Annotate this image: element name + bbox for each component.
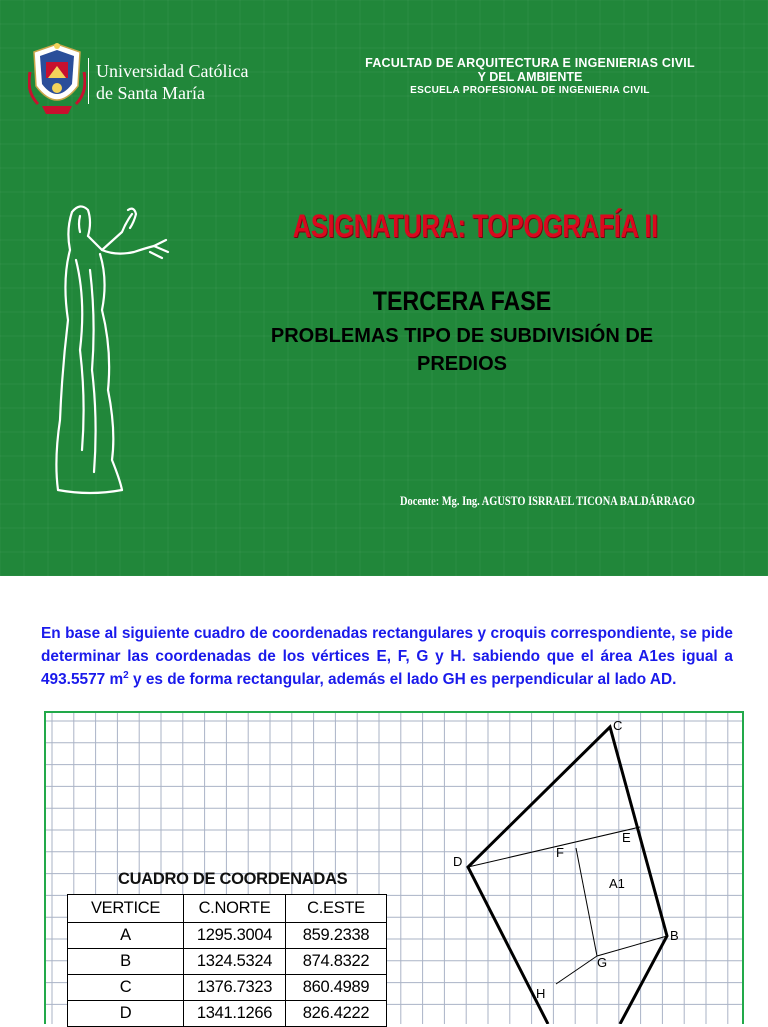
- faculty-line1: FACULTAD DE ARQUITECTURA E INGENIERIAS CIVIL: [365, 56, 695, 70]
- coordinates-table-title: CUADRO DE COORDENADAS: [118, 870, 348, 888]
- col-vertice-header: VERTICE: [68, 895, 184, 923]
- label-g: G: [597, 955, 608, 970]
- university-name-line1: Universidad Católica: [96, 61, 249, 81]
- east-cell: 860.4989: [286, 975, 387, 1001]
- faculty-line2: Y DEL AMBIENTE: [477, 70, 583, 84]
- problem-text-main: En base al siguiente cuadro de coordenadas rectangulares y croquis correspondiente, se pide determinar las coordenadas de los vértices E, F, G y H. sabiendo que el área A1es igual a 493.5577 m: [41, 625, 733, 688]
- school-name: ESCUELA PROFESIONAL DE INGENIERIA CIVIL: [410, 85, 650, 96]
- unit-exponent: 2: [123, 670, 129, 681]
- north-cell: 1295.3004: [184, 923, 286, 949]
- problem-text-end: y es de forma rectangular, además el lado GH es perpendicular al lado AD.: [128, 671, 677, 688]
- label-e: E: [622, 830, 631, 845]
- vertex-cell: A: [68, 923, 184, 949]
- label-h: H: [536, 986, 546, 1001]
- label-a1: A1: [609, 876, 625, 891]
- col-norte-header: C.NORTE: [184, 895, 286, 923]
- label-d: D: [453, 854, 463, 869]
- east-cell: 826.4222: [286, 1001, 387, 1027]
- vertex-cell: B: [68, 949, 184, 975]
- north-cell: 1324.5324: [184, 949, 286, 975]
- label-c: C: [613, 718, 623, 733]
- topic-title: PROBLEMAS TIPO DE SUBDIVISIÓN DE PREDIOS: [270, 325, 654, 375]
- east-cell: 874.8322: [286, 949, 387, 975]
- vertex-cell: D: [68, 1001, 184, 1027]
- label-b: B: [670, 928, 679, 943]
- north-cell: 1341.1266: [184, 1001, 286, 1027]
- teacher-credit: Docente: Mg. Ing. AGUSTO ISRRAEL TICONA BALDÁRRAGO: [400, 493, 695, 508]
- course-title: ASIGNATURA: TOPOGRAFÍA II: [292, 208, 658, 244]
- label-f: F: [556, 845, 564, 860]
- line-f-g: [576, 848, 597, 956]
- east-cell: 859.2338: [286, 923, 387, 949]
- vertex-cell: C: [68, 975, 184, 1001]
- col-este-header: C.ESTE: [286, 895, 387, 923]
- university-name-line2: de Santa María: [96, 83, 205, 103]
- north-cell: 1376.7323: [184, 975, 286, 1001]
- line-d-e: [468, 827, 640, 867]
- phase-title: TERCERA FASE: [372, 286, 552, 316]
- line-h-g: [556, 956, 597, 984]
- parcel-outline: [468, 727, 667, 1024]
